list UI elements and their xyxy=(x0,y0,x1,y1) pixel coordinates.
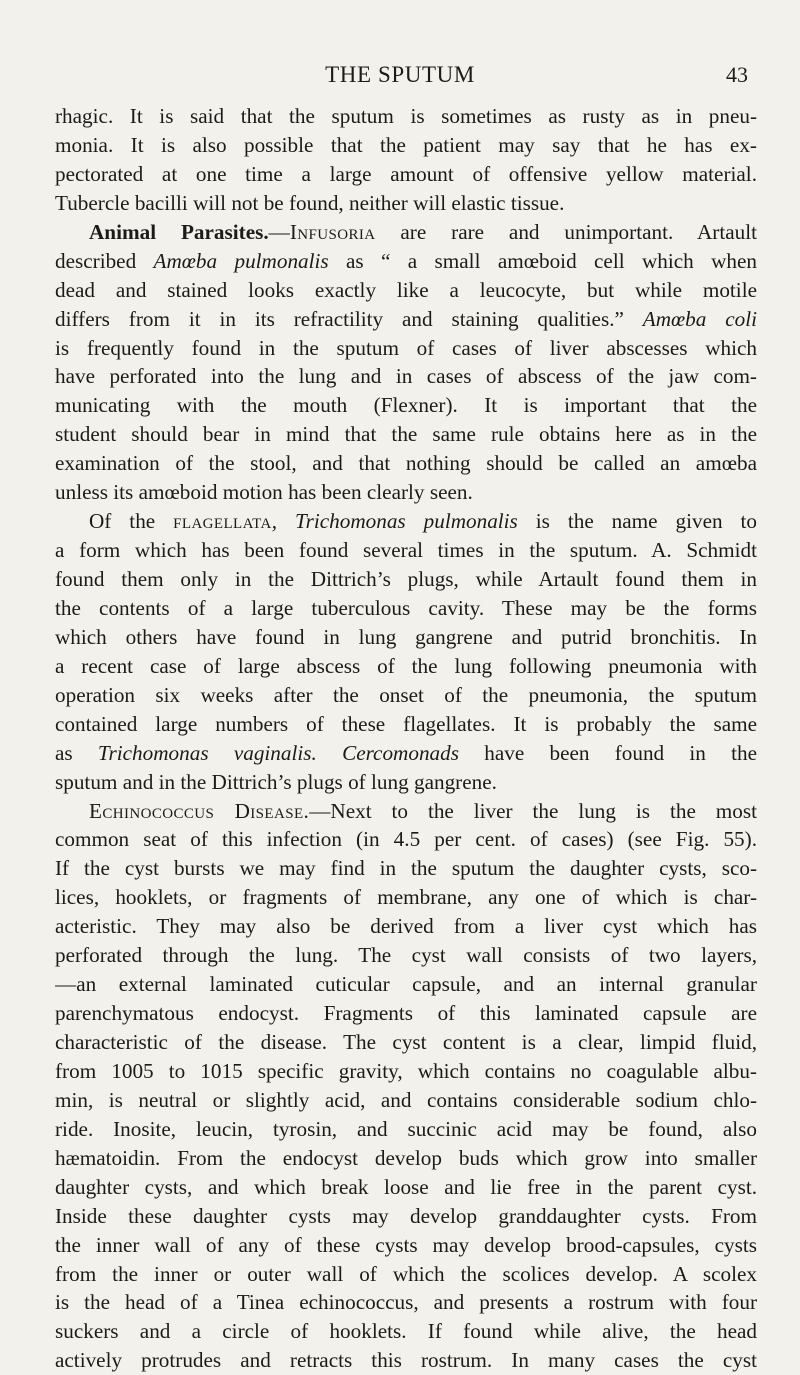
text-run: contained large numbers of these flagellates. It is probably the same xyxy=(55,711,757,736)
text-line xyxy=(55,1317,757,1346)
running-title: THE SPUTUM xyxy=(325,62,475,87)
text-line xyxy=(55,160,757,189)
text-line xyxy=(55,189,757,218)
text-run: actively protrudes and retracts this rostrum. In many cases the cyst xyxy=(55,1348,757,1373)
text-line xyxy=(55,334,757,363)
italic-term: Amœba pulmonalis xyxy=(153,248,329,273)
text-line xyxy=(55,941,757,970)
text-run: hæmatoidin. From the endocyst develop buds which grow into smaller xyxy=(55,1145,757,1170)
text-run: have perforated into the lung and in cases of abscess of the jaw com- xyxy=(55,364,757,389)
text-run: monia. It is also possible that the patient may say that he has ex- xyxy=(55,132,757,157)
text-run: —Next to the liver the lung is the most xyxy=(309,798,757,823)
text-run: student should bear in mind that the same rule obtains here as in the xyxy=(55,422,757,447)
text-run: differs from it in its refractility and staining qualities.” xyxy=(55,306,643,331)
text-run: parenchymatous endocyst. Fragments of this laminated capsule are xyxy=(55,1001,757,1026)
section-heading: Animal Parasites. xyxy=(89,219,269,244)
body-text xyxy=(55,102,757,1375)
text-line xyxy=(55,536,757,565)
text-line xyxy=(55,1346,757,1375)
text-run: described xyxy=(55,248,154,273)
text-run: sputum and in the Dittrich’s plugs of lung gangrene. xyxy=(55,769,497,794)
text-line xyxy=(55,999,757,1028)
text-run: common seat of this infection (in 4.5 per cent. of cases) (see Fig. 55). xyxy=(55,827,757,852)
text-line xyxy=(55,478,757,507)
text-line xyxy=(55,710,757,739)
text-line xyxy=(55,218,757,247)
text-line xyxy=(55,883,757,912)
text-run: perforated through the lung. The cyst wall consists of two layers, xyxy=(55,943,757,968)
running-head xyxy=(0,60,800,90)
text-run: from the inner or outer wall of which the scolices develop. A scolex xyxy=(55,1261,757,1286)
text-line xyxy=(55,1202,757,1231)
text-line xyxy=(55,1057,757,1086)
page-number: 43 xyxy=(726,62,748,87)
text-run: ride. Inosite, leucin, tyrosin, and succinic acid may be found, also xyxy=(55,1116,757,1141)
text-line xyxy=(55,1260,757,1289)
text-run xyxy=(317,741,342,765)
text-run: found them only in the Dittrich’s plugs, while Artault found them in xyxy=(55,567,757,591)
text-run: from 1005 to 1015 specific gravity, which contains no coagulable albu- xyxy=(55,1058,757,1083)
text-line xyxy=(55,623,757,652)
text-run: acteristic. They may also be derived from a liver cyst which has xyxy=(55,914,757,939)
text-run: unless its amœboid motion has been clearly seen. xyxy=(55,480,473,505)
text-line xyxy=(55,594,757,623)
text-line xyxy=(55,102,757,131)
text-line xyxy=(55,449,757,478)
text-run: suckers and a circle of hooklets. If found while alive, the head xyxy=(55,1319,757,1344)
text-run: pectorated at one time a large amount of offensive yellow material. xyxy=(55,161,757,186)
text-run: characteristic of the disease. The cyst content is a clear, limpid fluid, xyxy=(55,1030,757,1054)
text-line xyxy=(55,565,757,594)
text-run: min, is neutral or slightly acid, and contains considerable sodium chlo- xyxy=(55,1087,757,1112)
text-line xyxy=(55,797,757,826)
text-run: have been found in the xyxy=(458,740,757,765)
text-run: municating with the mouth (Flexner). It is important that the xyxy=(55,393,757,418)
text-run: dead and stained looks exactly like a leucocyte, but while motile xyxy=(55,277,757,302)
text-run: — xyxy=(268,219,290,244)
text-line xyxy=(55,247,757,276)
text-line xyxy=(55,1115,757,1144)
italic-term: Amœba coli xyxy=(642,306,757,331)
text-run: is the name given to xyxy=(517,509,757,534)
text-line xyxy=(55,420,757,449)
text-line xyxy=(55,652,757,681)
text-run: a form which has been found several times in the sputum. A. Schmidt xyxy=(55,538,757,563)
italic-term: Cercomonads xyxy=(342,740,459,765)
text-line xyxy=(55,1231,757,1260)
text-run: Inside these daughter cysts may develop granddaughter cysts. From xyxy=(55,1203,757,1228)
italic-term: Trichomonas pulmonalis xyxy=(295,509,518,534)
text-line xyxy=(55,362,757,391)
text-line xyxy=(55,912,757,941)
text-line xyxy=(55,854,757,883)
text-run: examination of the stool, and that nothing should be called an amœba xyxy=(55,451,757,476)
text-run: Of the xyxy=(89,509,174,534)
small-caps-term: Echinococcus Disease. xyxy=(89,798,310,823)
text-run: which others have found in lung gangrene and putrid bronchitis. In xyxy=(55,624,757,649)
text-run: a recent case of large abscess of the lung following pneumonia with xyxy=(55,653,757,678)
text-run: as xyxy=(55,740,98,765)
text-line xyxy=(55,391,757,420)
text-line xyxy=(55,1288,757,1317)
text-line xyxy=(55,1144,757,1173)
text-run: is the head of a Tinea echinococcus, and presents a rostrum with four xyxy=(55,1290,757,1315)
text-line xyxy=(55,970,757,999)
text-run: as “ a small amœboid cell which when xyxy=(328,248,757,273)
text-line xyxy=(55,305,757,334)
text-line xyxy=(55,276,757,305)
text-run: is frequently found in the sputum of cases of liver abscesses which xyxy=(55,335,757,360)
text-run: the contents of a large tuberculous cavity. These may be the forms xyxy=(55,595,757,620)
text-line xyxy=(55,1086,757,1115)
text-line xyxy=(55,681,757,710)
italic-term: Trichomonas vaginalis. xyxy=(97,740,317,765)
text-run: are rare and unimportant. Artault xyxy=(375,219,757,244)
text-run: operation six weeks after the onset of the pneumonia, the sputum xyxy=(55,682,757,707)
text-run: —an external laminated cuticular capsule, and an internal granular xyxy=(55,972,757,997)
text-run: rhagic. It is said that the sputum is sometimes as rusty as in pneu- xyxy=(55,104,757,128)
text-line xyxy=(55,1173,757,1202)
text-run: the inner wall of any of these cysts may develop brood-capsules, cysts xyxy=(55,1232,757,1257)
text-run: , xyxy=(271,509,296,534)
text-line xyxy=(55,739,757,768)
text-run: daughter cysts, and which break loose and lie free in the parent cyst. xyxy=(55,1174,757,1199)
text-run: lices, hooklets, or fragments of membrane, any one of which is char- xyxy=(55,885,757,910)
small-caps-term: flagellata xyxy=(173,509,272,534)
text-line xyxy=(55,1028,757,1057)
text-run: Tubercle bacilli will not be found, neither will elastic tissue. xyxy=(55,190,565,215)
text-line xyxy=(55,507,757,536)
text-line xyxy=(55,825,757,854)
text-run: If the cyst bursts we may find in the sputum the daughter cysts, sco- xyxy=(55,856,757,881)
text-line xyxy=(55,768,757,797)
text-line xyxy=(55,131,757,160)
small-caps-term: Infusoria xyxy=(289,219,376,244)
